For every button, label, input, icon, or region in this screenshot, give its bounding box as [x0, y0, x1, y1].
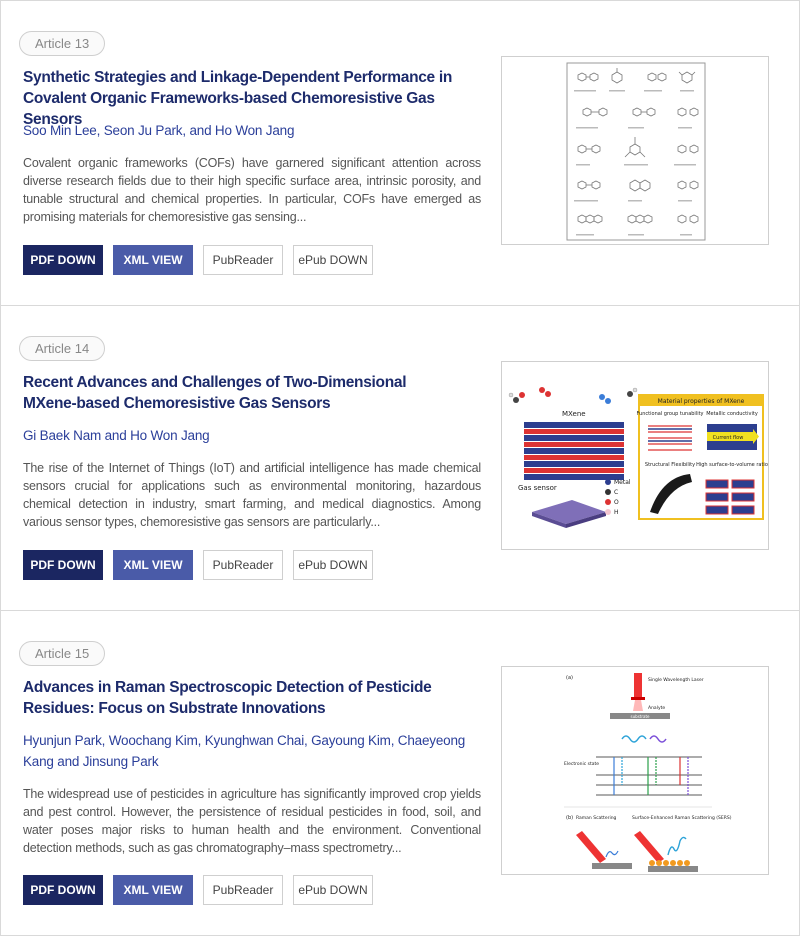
- article-number-badge: Article 15: [19, 641, 105, 666]
- mxene-label: MXene: [562, 410, 586, 418]
- legend-carbon: C: [614, 489, 619, 496]
- article-abstract: The widespread use of pesticides in agriculture has significantly improved crop yields and pest control. However, the persistence of residual pesticides in food, soil, and water poses major risks to human health and the environment. Conventional detection methods, such as gas chromatography–mass spectrometry...: [23, 787, 481, 855]
- article-actions: [23, 875, 373, 905]
- article-actions: [23, 245, 373, 275]
- article-authors: Hyunjun Park, Woochang Kim, Kyunghwan Chai, Gayoung Kim, Chaeyeong Kang and Jinsung Park: [23, 733, 466, 769]
- pdf-download-button[interactable]: PDF DOWN: [23, 245, 103, 275]
- pdf-download-button[interactable]: PDF DOWN: [23, 550, 103, 580]
- xml-view-button[interactable]: XML VIEW: [113, 550, 193, 580]
- article-authors: Gi Baek Nam and Ho Won Jang: [23, 428, 210, 443]
- xml-view-button[interactable]: XML VIEW: [113, 875, 193, 905]
- article-title[interactable]: Synthetic Strategies and Linkage-Dependent Performance in Covalent Organic Frameworks-based Chemoresistive Gas Sensors: [23, 69, 453, 128]
- legend-oxygen: O: [614, 499, 619, 506]
- gas-sensor-label: Gas sensor: [518, 484, 557, 492]
- gas-molecules: [509, 387, 637, 404]
- panel-b-label: (b): [566, 815, 574, 821]
- epub-download-button[interactable]: ePub DOWN: [293, 245, 373, 275]
- article-card: [1, 610, 799, 936]
- atom-legend: [605, 479, 631, 516]
- article-card: [1, 0, 799, 305]
- article-thumbnail[interactable]: [501, 666, 769, 875]
- raman-spectroscopy-diagram: [502, 667, 769, 875]
- cof-linkage-diagram: [502, 57, 769, 245]
- legend-metal: Metal: [614, 479, 631, 486]
- sers-label: Surface-Enhanced Raman Scattering (SERS): [632, 816, 732, 821]
- article-title[interactable]: Recent Advances and Challenges of Two-Dimensional MXene-based Chemoresistive Gas Sensors: [23, 374, 407, 412]
- article-title[interactable]: Advances in Raman Spectroscopic Detection of Pesticide Residues: Focus on Substrate Innovations: [23, 679, 432, 717]
- article-thumbnail[interactable]: [501, 56, 769, 245]
- epub-download-button[interactable]: ePub DOWN: [293, 550, 373, 580]
- article-authors: Soo Min Lee, Seon Ju Park, and Ho Won Jang: [23, 123, 295, 138]
- property-metallic-conductivity: Metallic conductivity: [706, 411, 758, 417]
- property-surface-ratio: High surface-to-volume ratio: [696, 462, 768, 468]
- article-thumbnail[interactable]: [501, 361, 769, 550]
- article-abstract: The rise of the Internet of Things (IoT) and artificial intelligence has made chemical sensors crucial for applications such as environmental monitoring, hazardous chemical detection in industry, smart farming, and medical diagnostics. Among various sensor types, chemoresistive gas sensors are particularly...: [23, 461, 481, 529]
- property-functional-group: Functional group tunability: [636, 411, 704, 417]
- pubreader-button[interactable]: PubReader: [203, 245, 283, 275]
- panel-a-label: (a): [566, 675, 573, 681]
- article-number-badge: Article 13: [19, 31, 105, 56]
- current-flow-label: Current flow: [712, 435, 744, 441]
- article-card: [1, 305, 799, 610]
- sers-nanoparticles: [649, 860, 690, 866]
- electronic-state-label: Electronic state: [564, 762, 600, 767]
- substrate-label: substrate: [630, 714, 650, 719]
- article-abstract: Covalent organic frameworks (COFs) have garnered significant attention across diverse research fields due to their high specific surface area, intrinsic porosity, and tunable structural and chemical properties. In particular, COFs have emerged as promising materials for chemoresistive gas sensing...: [23, 156, 481, 224]
- pdf-download-button[interactable]: PDF DOWN: [23, 875, 103, 905]
- xml-view-button[interactable]: XML VIEW: [113, 245, 193, 275]
- properties-panel: [636, 395, 767, 519]
- analyte-label: Analyte: [648, 706, 666, 711]
- mxene-sensor-diagram: [502, 362, 769, 550]
- properties-panel-title: Material properties of MXene: [657, 398, 745, 405]
- article-number-badge: Article 14: [19, 336, 105, 361]
- property-structural-flexibility: Structural Flexibility: [644, 462, 696, 468]
- laser-label: Single Wavelength Laser: [648, 678, 704, 683]
- energy-levels: [596, 757, 702, 795]
- legend-hydrogen: H: [614, 509, 619, 516]
- epub-download-button[interactable]: ePub DOWN: [293, 875, 373, 905]
- article-actions: [23, 550, 373, 580]
- sensor-chip: [532, 500, 606, 528]
- raman-label: Raman Scattering: [576, 816, 617, 821]
- pubreader-button[interactable]: PubReader: [203, 875, 283, 905]
- mxene-layer-stack: [524, 422, 624, 480]
- pubreader-button[interactable]: PubReader: [203, 550, 283, 580]
